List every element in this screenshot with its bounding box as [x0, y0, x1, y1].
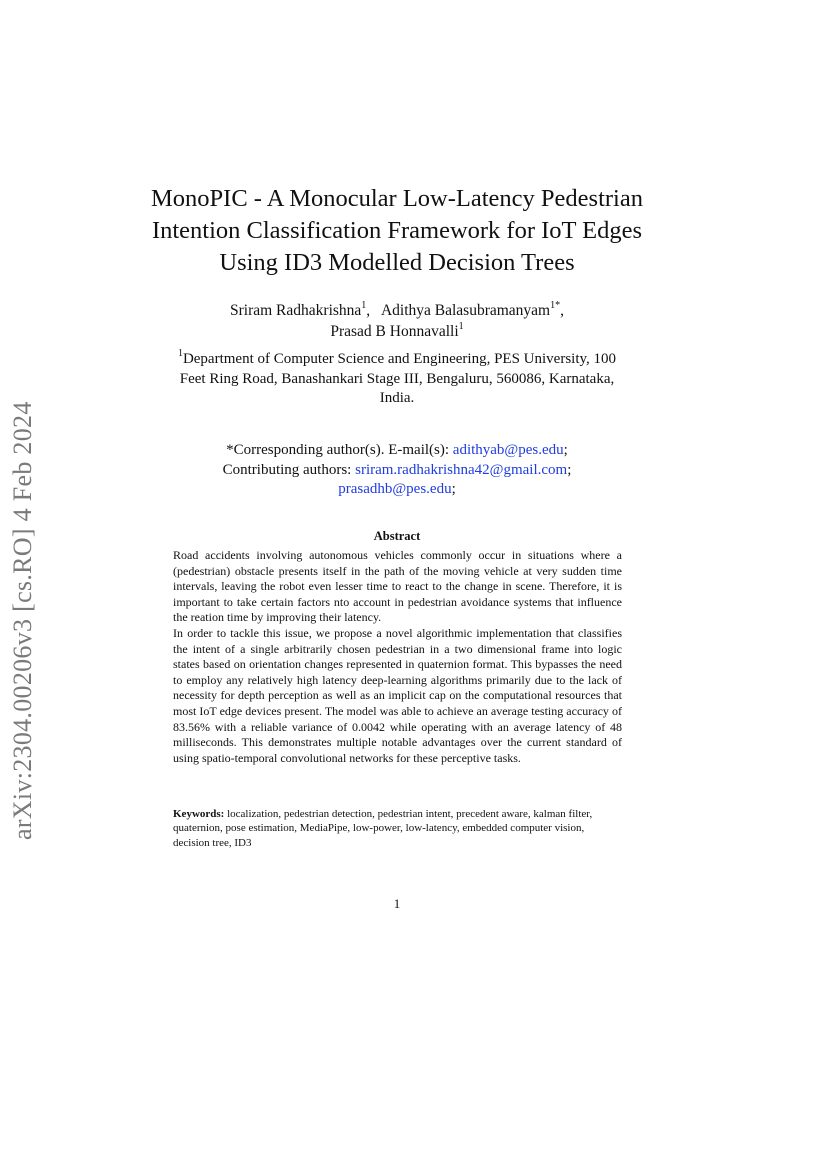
- contributing-authors-line-2: prasadhb@pes.edu;: [338, 481, 456, 497]
- abstract-paragraph-2: In order to tackle this issue, we propose a novel algorithmic implementation that classifies the intent of a single arbitrarily chosen pedestrian in a two dimensional frame into logic states based on orientation changes represented in quaternion format. This bypasses the need to employ any relatively high latency deep-learning algorithms primarily due to the lack of necessity for depth perception as well as an implicit cap on the computational resources that most IoT edge devices present. The model was able to achieve an average testing accuracy of 83.56% with a reliable variance of 0.0042 while operating with an average latency of 48 milliseconds. This demonstrates multiple notable advantages over the current standard of using spatio-temporal convolutional networks for these perceptive tasks.: [173, 625, 622, 765]
- affiliation-line-1: $^1$Department of Computer Science and Engineering, PES University, 100: [177, 348, 617, 367]
- contributing-email-link-1[interactable]: sriram.radhakrishna42@gmail.com: [355, 461, 568, 478]
- abstract-paragraph-1: Road accidents involving autonomous vehicles commonly occur in situations where a (pedestrian) obstacle presents itself in the path of the moving vehicle at very sudden time intervals, leaving the robot even lesser time to react to the change in scene. Therefore, it is important to take certain factors nto account in pedestrian avoidance systems that influence the reation time by improving their latency.: [173, 548, 622, 625]
- affiliation-block: [140, 350, 654, 409]
- affiliation-mark: 1: [177, 348, 183, 359]
- title-line-2: Intention Classification Framework for IoT Edges: [151, 217, 643, 244]
- keywords-text: localization, pedestrian detection, pedestrian intent, precedent aware, kalman filter, quaternion, pose estimation, MediaPipe, low-power, low-latency, embedded computer vision, decision tree, ID3: [173, 808, 593, 849]
- title-line-3: Using ID3 Modelled Decision Trees: [219, 249, 575, 276]
- page-number: 1: [393, 896, 401, 911]
- abstract-body: [173, 548, 622, 766]
- abstract-heading: Abstract: [373, 529, 421, 543]
- affiliation-line-2: Feet Ring Road, Banashankari Stage III, Bengaluru, 560086, Karnataka,: [179, 370, 615, 387]
- contributing-label: Contributing authors:: [222, 461, 352, 478]
- corresponding-email-link[interactable]: adithyab@pes.edu: [452, 442, 564, 458]
- author-line-1: Sriram Radhakrishna$^1$, Adithya Balasubramanyam$^{1*}$,: [230, 299, 564, 319]
- keywords-label: Keywords:: [173, 808, 225, 820]
- corresponding-author-line: *Corresponding author(s). E-mail(s): adithyab@pes.edu;: [226, 442, 568, 458]
- author-name: Prasad B Honnavalli: [330, 323, 459, 340]
- paper-title: [120, 183, 674, 279]
- keywords-block: [173, 807, 622, 850]
- author-affiliation-mark: 1: [458, 320, 464, 332]
- contributing-email-link-2[interactable]: prasadhb@pes.edu: [338, 481, 452, 497]
- arxiv-identifier-stamp: arXiv:2304.00206v3 [cs.RO] 4 Feb 2024: [8, 401, 37, 840]
- author-list: [120, 300, 674, 342]
- affiliation-line-3: India.: [379, 390, 415, 406]
- author-name: Sriram Radhakrishna: [230, 302, 362, 319]
- author-affiliation-mark: 1: [361, 299, 367, 311]
- author-name: Adithya Balasubramanyam: [380, 302, 551, 319]
- contributing-authors-line: Contributing authors: sriram.radhakrishna42@gmail.com;: [222, 461, 572, 478]
- author-affiliation-mark: 1*: [550, 299, 561, 311]
- author-line-2: [120, 321, 674, 342]
- corresponding-label: *Corresponding author(s). E-mail(s):: [226, 442, 450, 458]
- contact-block: [120, 441, 674, 500]
- title-line-1: MonoPIC - A Monocular Low-Latency Pedestrian: [151, 185, 643, 212]
